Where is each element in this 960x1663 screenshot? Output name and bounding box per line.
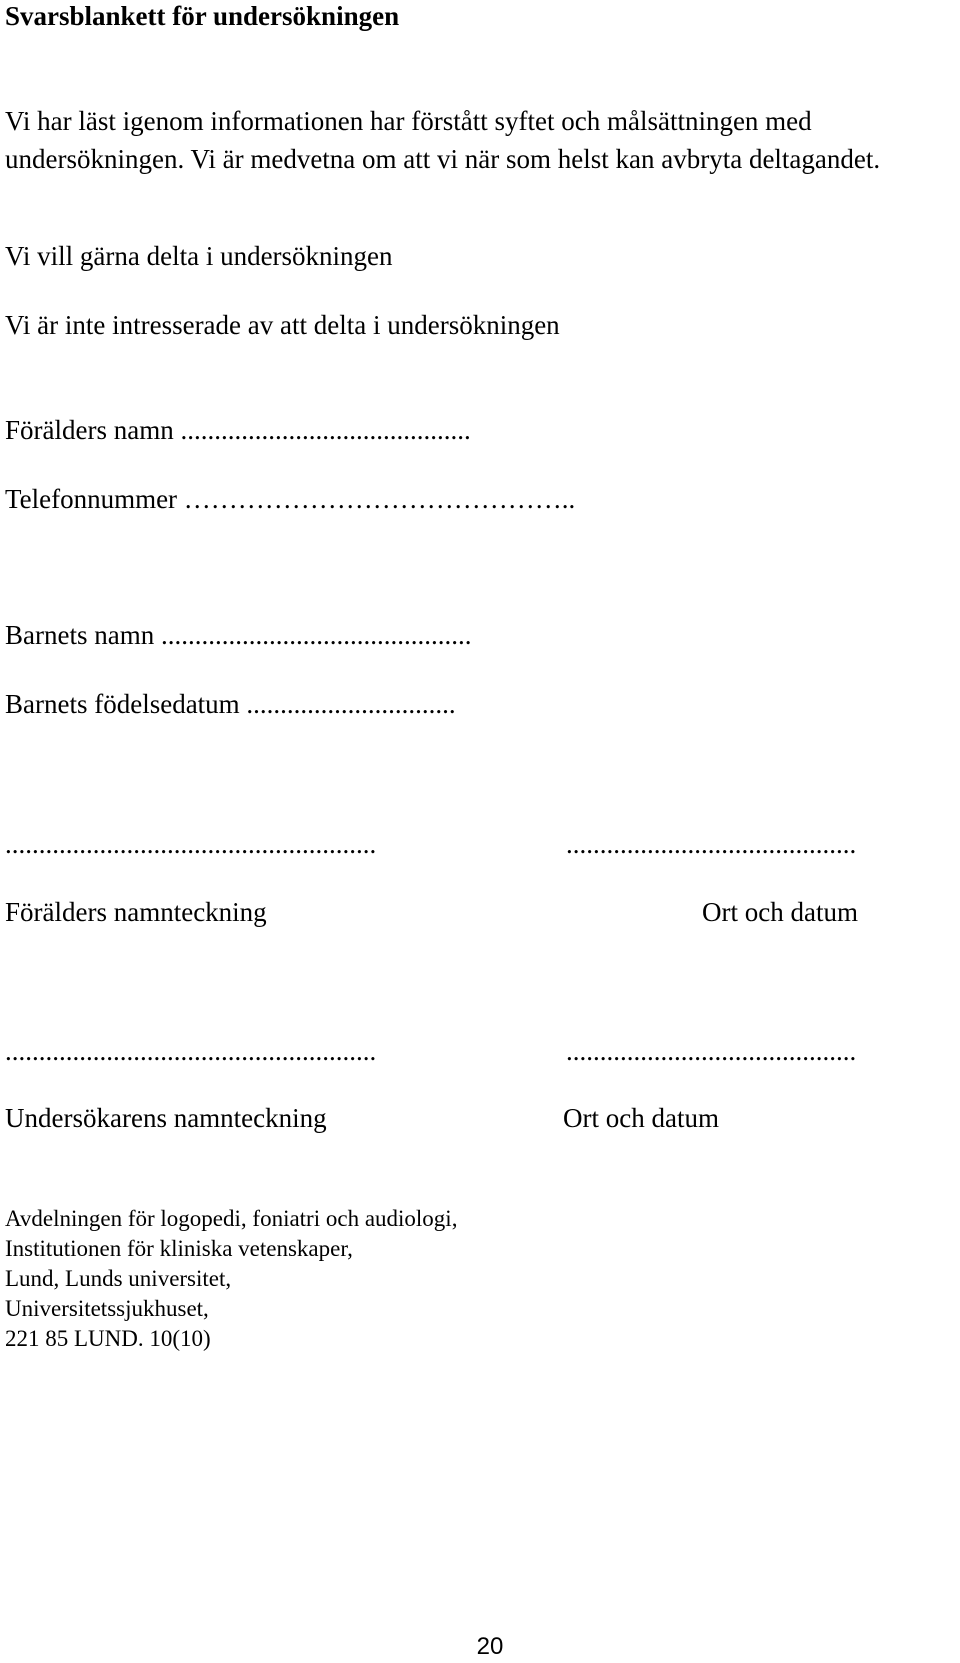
examiner-signature-label: Undersökarens namnteckning xyxy=(5,1103,327,1133)
parent-signature-label: Förälders namnteckning xyxy=(5,897,267,927)
form-title: Svarsblankett för undersökningen xyxy=(5,1,400,31)
phone-field: Telefonnummer …………………………………….. xyxy=(5,484,576,514)
page-number: 20 xyxy=(476,1633,504,1660)
footer-line: Institutionen för kliniska vetenskaper, xyxy=(5,1236,353,1261)
footer-line: Lund, Lunds universitet, xyxy=(5,1266,232,1291)
parent-place-date-line: ........................................... xyxy=(566,829,857,859)
examiner-signature-line: ....................................................... xyxy=(5,1036,377,1066)
footer-line: 221 85 LUND. 10(10) xyxy=(5,1326,211,1351)
examiner-place-date-line: ........................................... xyxy=(566,1036,857,1066)
parent-place-date-label: Ort och datum xyxy=(702,897,858,927)
option-participate: Vi vill gärna delta i undersökningen xyxy=(5,241,393,271)
footer-line: Avdelningen för logopedi, foniatri och audiologi, xyxy=(5,1206,458,1231)
child-birthdate-field: Barnets födelsedatum ............................... xyxy=(5,689,456,719)
parent-signature-line: ....................................................... xyxy=(5,829,377,859)
option-decline: Vi är inte intresserade av att delta i undersökningen xyxy=(5,310,560,340)
footer-line: Universitetssjukhuset, xyxy=(5,1296,209,1321)
intro-paragraph: Vi har läst igenom informationen har förstått syftet och målsättningen med undersökningen. Vi är medvetna om att vi när som helst kan avbryta deltagandet. xyxy=(5,106,881,174)
examiner-place-date-label: Ort och datum xyxy=(563,1103,719,1133)
parent-name-field: Förälders namn ........................................... xyxy=(5,415,471,445)
child-name-field: Barnets namn .............................................. xyxy=(5,620,472,650)
